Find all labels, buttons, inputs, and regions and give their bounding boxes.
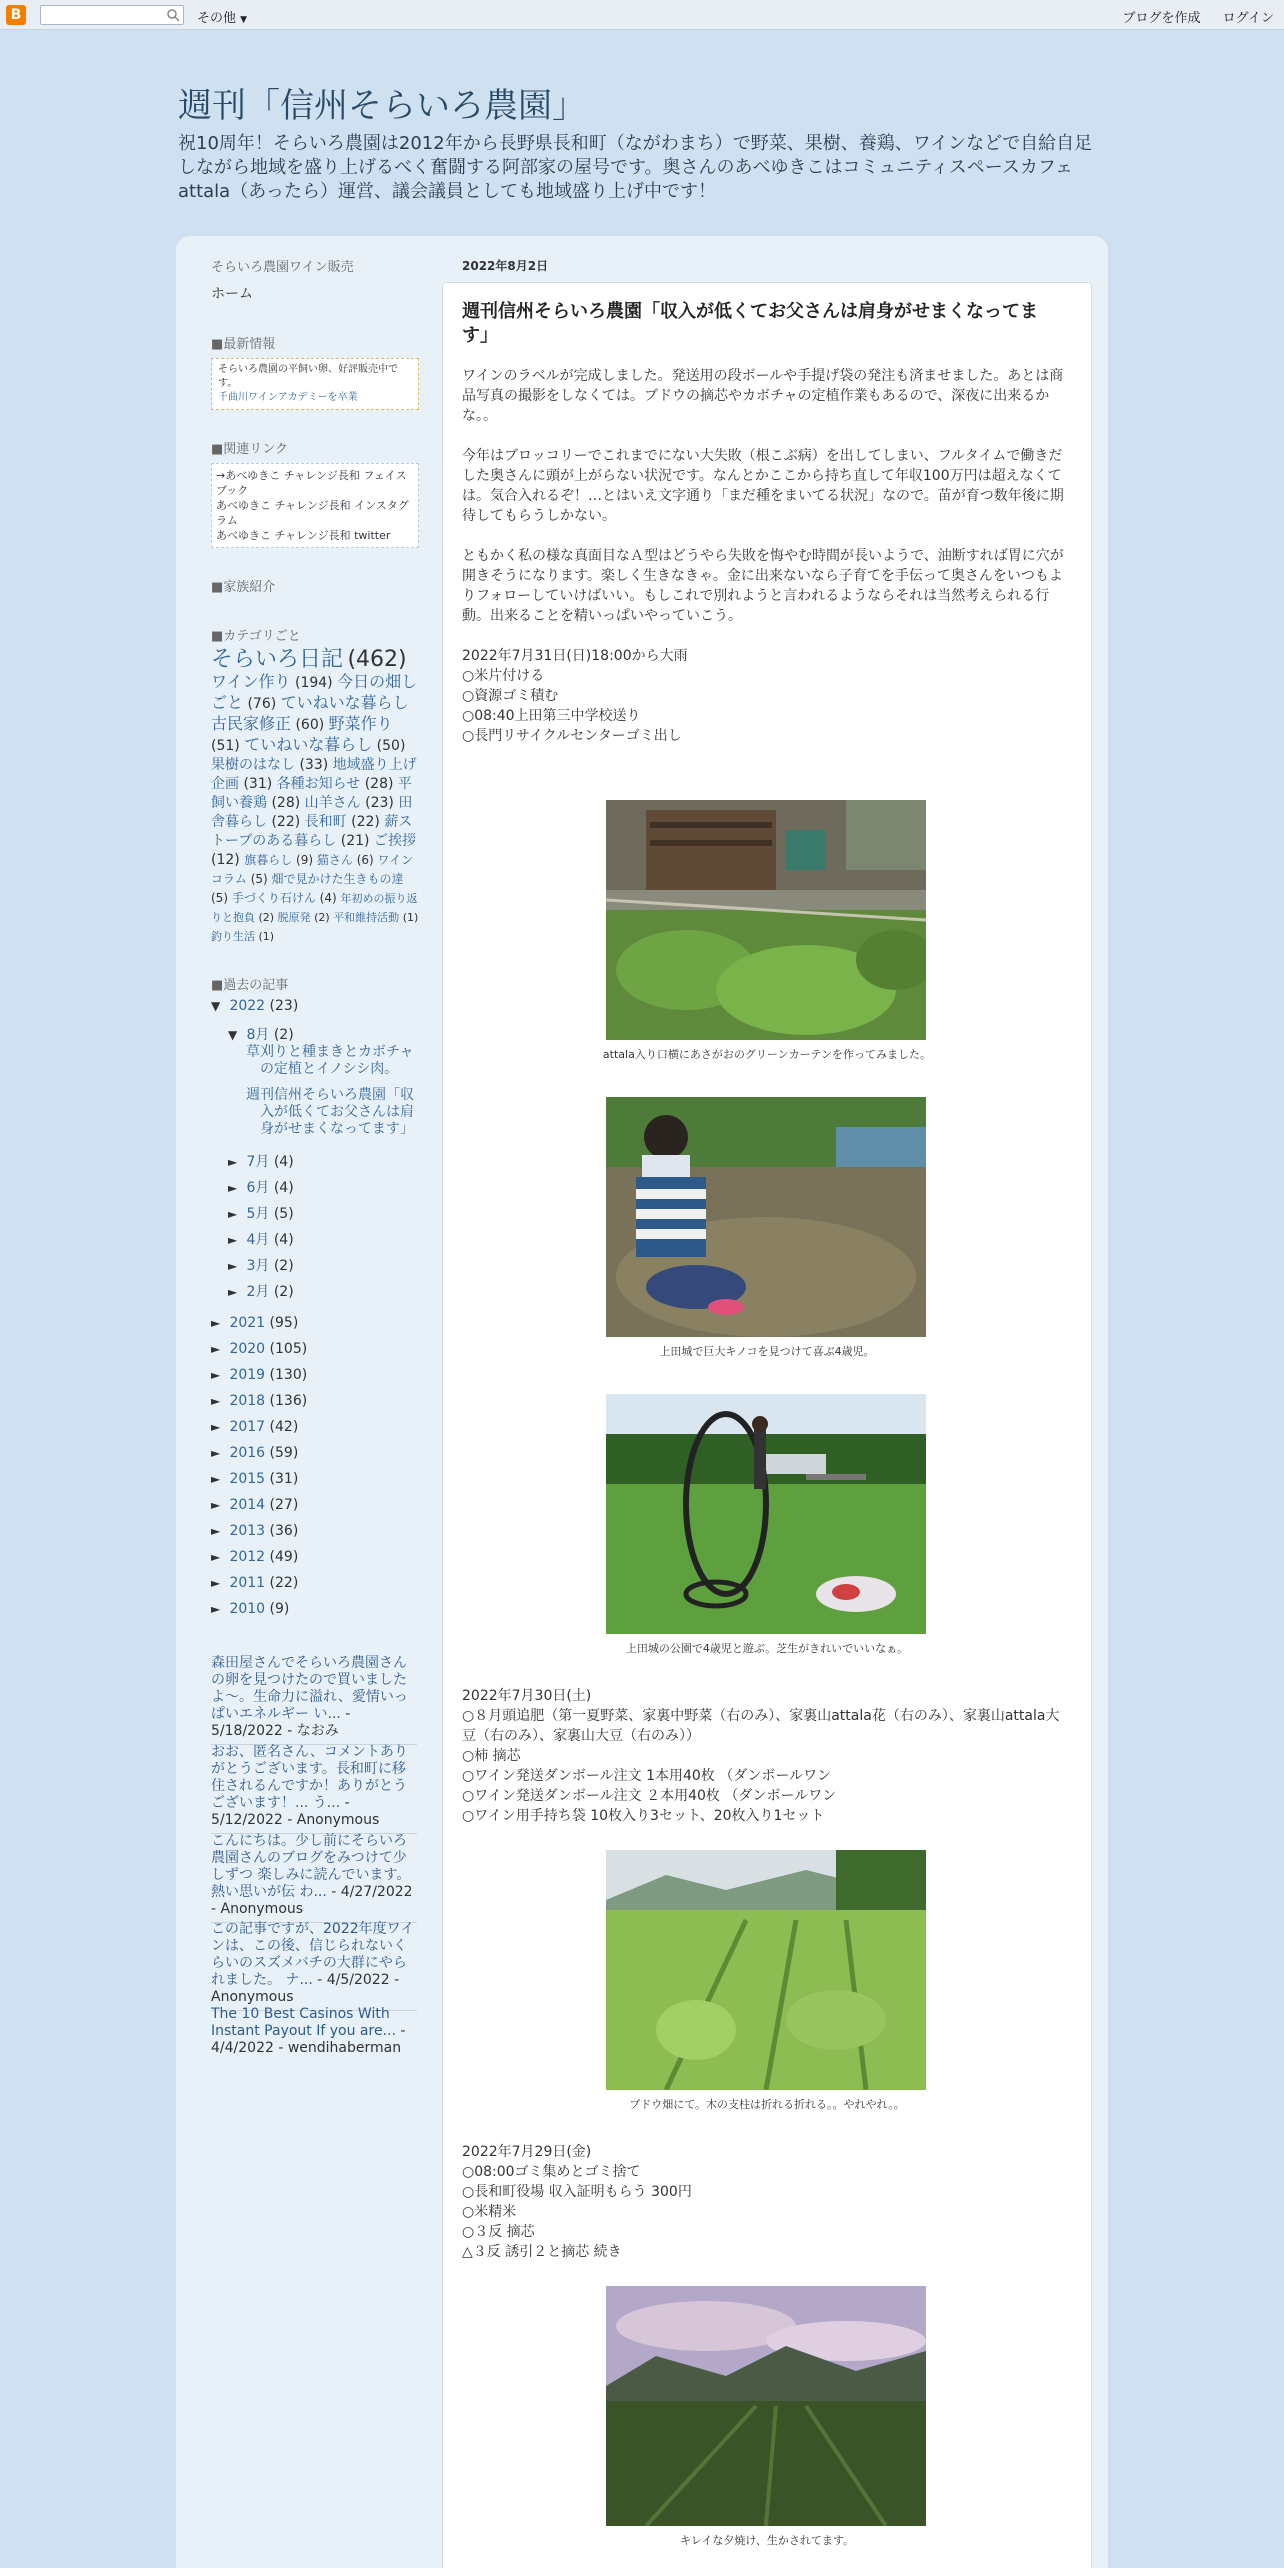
home-link[interactable]: ホーム xyxy=(211,286,253,302)
label-link[interactable]: ご挨拶 xyxy=(373,833,416,849)
twitter-link[interactable]: あべゆきこ チャレンジ長和 twitter xyxy=(216,529,391,542)
archive-year-label[interactable]: 2014 xyxy=(229,1497,266,1513)
post-photo[interactable] xyxy=(606,1097,926,1337)
archive-month[interactable] xyxy=(228,1281,294,1301)
recent-comment xyxy=(211,1833,417,1923)
expand-toggle-icon[interactable]: ► xyxy=(211,1602,221,1616)
archive-count: (136) xyxy=(269,1393,308,1409)
label-link[interactable]: 釣り生活 xyxy=(211,930,255,943)
expand-toggle-icon[interactable]: ► xyxy=(211,1446,221,1460)
archive-year-label[interactable]: 2011 xyxy=(229,1575,266,1591)
archive-heading: ■過去の記事 xyxy=(211,978,289,993)
archive-month-label[interactable]: 8月 xyxy=(246,1027,270,1043)
blog-description: 祝10周年！そらいろ農園は2012年から長野県長和町（ながわまち）で野菜、果樹、養鶏、ワインなどで自給自足しながら地域を盛り上げるべく奮闘する阿部家の屋号です。奥さんのあべゆきこはコミュニティスペースカフェattala（あったら）運営、議会議員としても地域盛り上げ中です！ xyxy=(178,133,1093,202)
label-link[interactable]: 田舎暮らし xyxy=(211,795,413,830)
archive-count: (5) xyxy=(273,1206,294,1222)
expand-toggle-icon[interactable]: ► xyxy=(211,1316,221,1330)
facebook-link[interactable]: →あべゆきこ チャレンジ長和 フェイスブック xyxy=(216,469,407,497)
archive-count: (130) xyxy=(269,1367,308,1383)
archive-month-label[interactable]: 7月 xyxy=(246,1154,270,1170)
archive-year[interactable] xyxy=(211,1445,298,1461)
archive-count: (95) xyxy=(269,1315,299,1331)
label-link[interactable]: ていねいな暮らし xyxy=(244,735,373,754)
archive-month-label[interactable]: 3月 xyxy=(246,1258,270,1274)
archive-month[interactable] xyxy=(228,1177,294,1197)
archive-month[interactable] xyxy=(228,1229,294,1249)
blog-title[interactable]: 週刊「信州そらいろ農園」 xyxy=(178,86,586,126)
archive-year[interactable] xyxy=(211,1549,298,1565)
more-menu[interactable] xyxy=(197,7,247,26)
news-heading: ■最新情報 xyxy=(211,337,276,352)
post-photo[interactable] xyxy=(606,1394,926,1634)
comment-meta: - 4/4/2022 - wendihaberman xyxy=(211,2023,406,2056)
label-count: (1) xyxy=(258,930,275,943)
archive-year-label[interactable]: 2022 xyxy=(229,998,266,1014)
archive-year[interactable] xyxy=(211,1471,298,1487)
label-link[interactable]: 手づくり石けん xyxy=(231,891,316,905)
archive-year[interactable] xyxy=(211,1315,298,1331)
label-count: (28) xyxy=(364,776,394,792)
daily-log: 2022年7月30日(土) ○８月頭追肥（第一夏野菜、家裏中野菜（右のみ）、家裏山attala花（右のみ）、家裏山attala大豆（右のみ）、家裏山大豆（右のみ）） ○柿 摘芯 ○ワイン発送ダンボール注文 1本用40枚 （ダンボールワン ○ワイン発送ダンボール注文 ２本用40枚 （ダンボールワン ○ワイン用手持ち袋 10枚入り3セット、20枚入り1セット xyxy=(462,1688,1060,1824)
archive-year-label[interactable]: 2013 xyxy=(229,1523,266,1539)
post-paragraph: 今年はブロッコリーでこれまでにない大失敗（根こぶ病）を出してしまい、フルタイムで働きだした奥さんに頭が上がらない状況です。なんとかここから持ち直して年収100万円は超えなくては。気合入れるぞ！…とはいえ文字通り「まだ種をまいてる状況」なので。苗が育つ数年後に期待してもらうしかない。 xyxy=(462,448,1064,524)
daily-log: 2022年7月29日(金) ○08:00ゴミ集めとゴミ捨て ○長和町役場 収入証明もらう 300円 ○米精米 ○３反 摘芯 △３反 誘引２と摘芯 続き xyxy=(462,2144,692,2260)
label-count: (4) xyxy=(319,891,337,905)
archive-year[interactable] xyxy=(211,1601,289,1617)
label-count: (22) xyxy=(271,814,301,830)
label-count: (60) xyxy=(295,717,325,733)
related-links-heading: ■関連リンク xyxy=(211,442,289,457)
archive-count: (4) xyxy=(273,1180,294,1196)
label-count: (194) xyxy=(294,675,333,691)
comment-link[interactable]: おお、匿名さん、コメントありがとうございます。長和町に移住されるんですか！ありがとうございます！... う... xyxy=(211,1744,408,1811)
wine-shop-heading: そらいろ農園ワイン販売 xyxy=(211,260,354,275)
archive-year[interactable] xyxy=(211,1367,307,1383)
archive-count: (9) xyxy=(269,1601,290,1617)
archive-year-label[interactable]: 2010 xyxy=(229,1601,266,1617)
archive-year-label[interactable]: 2018 xyxy=(229,1393,266,1409)
label-count: (5) xyxy=(211,891,228,905)
label-count: (51) xyxy=(211,738,240,754)
expand-toggle-icon[interactable]: ► xyxy=(211,1576,221,1590)
post-photo[interactable] xyxy=(606,1850,926,2090)
login-link[interactable]: ログイン xyxy=(1222,11,1274,26)
archive-post-link[interactable] xyxy=(246,1044,416,1078)
photo-caption: 上田城の公園で4歳児と遊ぶ。芝生がきれいでいいなぁ。 xyxy=(625,1642,909,1655)
expand-toggle-icon[interactable]: ► xyxy=(211,1472,221,1486)
archive-year-label[interactable]: 2012 xyxy=(229,1549,266,1565)
sidebar xyxy=(211,256,419,946)
post-photo[interactable] xyxy=(606,800,926,1040)
label-count: (2) xyxy=(314,911,330,924)
recent-comment xyxy=(211,2006,417,2061)
label-link[interactable]: ワインコラム xyxy=(211,853,414,886)
label-count: (21) xyxy=(340,833,370,849)
expand-toggle-icon[interactable]: ► xyxy=(228,1285,238,1299)
archive-count: (22) xyxy=(269,1575,299,1591)
categories-heading: ■カテゴリごと xyxy=(211,629,301,644)
archive-count: (2) xyxy=(273,1258,294,1274)
post-title[interactable]: 週刊信州そらいろ農園「収入が低くてお父さんは肩身がせまくなってます」 xyxy=(462,301,1038,346)
archive-month-label[interactable]: 2月 xyxy=(246,1284,270,1300)
label-link[interactable]: 今日の畑しごと xyxy=(211,672,418,712)
archive-year-label[interactable]: 2021 xyxy=(229,1315,266,1331)
archive-count: (49) xyxy=(269,1549,299,1565)
comment-link[interactable]: The 10 Best Casinos With Instant Payout If you are... xyxy=(211,2006,396,2039)
post-paragraph: ワインのラベルが完成しました。発送用の段ボールや手提げ袋の発注も済ませました。あとは商品写真の撮影をしなくては。ブドウの摘芯やカボチャの定植作業もあるので、深夜に出来るかな。。 xyxy=(462,368,1064,424)
expand-toggle-icon[interactable]: ► xyxy=(228,1181,238,1195)
news-box xyxy=(211,358,419,410)
expand-toggle-icon[interactable]: ► xyxy=(228,1155,238,1169)
recent-comment xyxy=(211,1921,417,2011)
label-link[interactable]: 薪ストーブのある暮らし xyxy=(211,814,413,849)
blogger-logo-icon[interactable]: B xyxy=(6,5,26,25)
archive-count: (59) xyxy=(269,1445,299,1461)
archive-month-aug[interactable] xyxy=(228,1024,294,1044)
archive-count: (27) xyxy=(269,1497,299,1513)
post-photo[interactable] xyxy=(606,2286,926,2526)
label-link[interactable]: 旗暮らし xyxy=(244,853,293,867)
label-count: (23) xyxy=(365,795,394,811)
comment-meta: - 5/18/2022 - なおみ xyxy=(211,1706,351,1739)
expand-toggle-icon[interactable]: ► xyxy=(211,1368,221,1382)
archive-year-label[interactable]: 2020 xyxy=(229,1341,266,1357)
label-link[interactable]: 果樹のはなし xyxy=(211,757,295,773)
post-date: 2022年8月2日 xyxy=(462,259,549,273)
label-count: (9) xyxy=(296,853,314,867)
expand-toggle-icon[interactable]: ► xyxy=(211,1342,221,1356)
archive-year-label[interactable]: 2019 xyxy=(229,1367,266,1383)
label-link[interactable]: 畑で見かけた生きもの達 xyxy=(271,872,404,886)
family-heading: ■家族紹介 xyxy=(211,580,276,595)
archive-month-label[interactable]: 5月 xyxy=(246,1206,270,1222)
related-links-box xyxy=(211,463,419,548)
comment-link[interactable]: 森田屋さんでそらいろ農園さんの卵を見つけたので買いましたよ～。生命力に溢れ、愛情いっぱいエネルギー い... xyxy=(211,1655,408,1722)
label-cloud xyxy=(211,647,419,946)
photo-caption: 上田城で巨大キノコを見つけて喜ぶ4歳児。 xyxy=(659,1345,875,1358)
expand-toggle-icon[interactable]: ► xyxy=(228,1233,238,1247)
expand-toggle-icon[interactable]: ▼ xyxy=(228,1028,238,1042)
search-icon[interactable] xyxy=(166,8,180,22)
archive-year-label[interactable]: 2015 xyxy=(229,1471,266,1487)
archive-year[interactable] xyxy=(211,1523,298,1539)
archive-post-link[interactable] xyxy=(246,1087,416,1138)
archive-year-2022[interactable] xyxy=(211,998,298,1014)
label-count: (462) xyxy=(347,647,407,672)
archive-year[interactable] xyxy=(211,1393,307,1409)
label-count: (2) xyxy=(258,911,275,924)
expand-toggle-icon[interactable]: ► xyxy=(211,1394,221,1408)
label-link[interactable]: ていねいな暮らし 古民家修正 xyxy=(211,693,409,733)
label-count: (28) xyxy=(271,795,301,811)
photo-caption: attala入り口横にあさがおのグリーンカーテンを作ってみました。 xyxy=(602,1048,932,1061)
comment-meta: - 4/5/2022 - Anonymous xyxy=(211,1972,400,2005)
instagram-link[interactable]: あべゆきこ チャレンジ長和 インスタグラム xyxy=(216,499,409,527)
label-count: (22) xyxy=(351,814,380,830)
archive-month[interactable] xyxy=(228,1151,294,1171)
label-count: (1) xyxy=(402,911,419,924)
archive-year[interactable] xyxy=(211,1497,298,1513)
archive-month[interactable] xyxy=(228,1255,294,1275)
label-link[interactable]: 平和維持活動 xyxy=(333,911,400,924)
label-link[interactable]: ワイン作り xyxy=(211,672,291,691)
expand-toggle-icon[interactable]: ► xyxy=(211,1498,221,1512)
photo-caption: キレイな夕焼け、生かされてます。 xyxy=(679,2534,855,2547)
search-input[interactable] xyxy=(40,5,184,25)
archive-count: (31) xyxy=(269,1471,299,1487)
archive-year[interactable] xyxy=(211,1341,307,1357)
label-link[interactable]: 年初めの振り返りと抱負 xyxy=(211,892,418,924)
archive-count: (42) xyxy=(269,1419,299,1435)
archive-count: (2) xyxy=(273,1284,294,1300)
comment-link[interactable]: この記事ですが、2022年度ワインは、この後、信じられないくらいのスズメバチの大群にやられました。 ナ... xyxy=(211,1921,415,1988)
label-count: (31) xyxy=(243,776,273,792)
archive-count: (4) xyxy=(273,1232,294,1248)
archive-count: (36) xyxy=(269,1523,299,1539)
label-link[interactable]: 平飼い養鶏 xyxy=(211,776,412,811)
archive-count: (105) xyxy=(269,1341,308,1357)
archive-count: (4) xyxy=(273,1154,294,1170)
label-count: (6) xyxy=(356,853,374,867)
photo-caption: ブドウ畑にて。木の支柱は折れる折れる。。やれやれ。。 xyxy=(629,2098,905,2111)
label-count: (76) xyxy=(247,696,277,712)
archive-year-label[interactable]: 2016 xyxy=(229,1445,266,1461)
label-count: (12) xyxy=(211,852,240,868)
expand-toggle-icon[interactable]: ► xyxy=(211,1524,221,1538)
label-count: (5) xyxy=(250,872,268,886)
more-label: その他 xyxy=(197,11,237,26)
archive-count: (2) xyxy=(273,1027,294,1043)
comment-meta: - 5/12/2022 - Anonymous xyxy=(211,1795,380,1828)
daily-log: 2022年7月31日(日)18:00から大雨 ○米片付ける ○資源ゴミ積む ○08:40上田第三中学校送り ○長門リサイクルセンターゴミ出し xyxy=(462,648,688,744)
comment-meta: - 4/27/2022 - Anonymous xyxy=(211,1884,413,1917)
expand-toggle-icon[interactable]: ► xyxy=(211,1420,221,1434)
archive-year[interactable] xyxy=(211,1419,298,1435)
label-count: (33) xyxy=(299,757,329,773)
label-link[interactable]: 山羊さん xyxy=(304,795,361,811)
expand-toggle-icon[interactable]: ► xyxy=(228,1259,238,1273)
label-link[interactable]: 猫さん xyxy=(316,853,353,867)
comment-link[interactable]: こんにちは。少し前にそらいろ農園さんのブログをみつけて少しずつ 楽しみに読んでいます。熱い思いが伝 わ... xyxy=(211,1833,411,1900)
archive-month[interactable] xyxy=(228,1203,294,1223)
label-count: (50) xyxy=(376,738,406,754)
create-blog-link[interactable]: ブログを作成 xyxy=(1122,11,1201,26)
archive-year-label[interactable]: 2017 xyxy=(229,1419,266,1435)
label-link[interactable]: 地域盛り上げ企画 xyxy=(211,757,417,792)
archive-year[interactable] xyxy=(211,1575,298,1591)
recent-comment xyxy=(211,1744,417,1834)
archive-month-label[interactable]: 4月 xyxy=(246,1232,270,1248)
archive-count: (23) xyxy=(269,998,299,1014)
chevron-down-icon: ▼ xyxy=(240,15,248,25)
archive-post-title[interactable]: 草刈りと種まきとカボチャの定植とイノシシ肉。 xyxy=(246,1044,414,1077)
label-link[interactable]: 脱原発 xyxy=(277,911,311,924)
label-link[interactable]: 長和町 xyxy=(304,814,347,830)
recent-comment xyxy=(211,1655,417,1745)
archive-month-label[interactable]: 6月 xyxy=(246,1180,270,1196)
archive-post-title[interactable]: 週刊信州そらいろ農園「収入が低くてお父さんは肩身がせまくなってます」 xyxy=(246,1087,414,1137)
label-link[interactable]: そらいろ日記 xyxy=(211,647,344,672)
post-paragraph: ともかく私の様な真面目なＡ型はどうやら失敗を悔やむ時間が長いようで、油断すれば胃に穴が開きそうになります。楽しく生きなきゃ。金に出来ないなら子育てを手伝って奥さんをいつもよりフォローしていけばいい。もしこれで別れようと言われるようならそれは当然考えられる行動。出来ることを精いっぱいやっていこう。 xyxy=(462,548,1064,624)
news-item[interactable]: 千曲川ワインアカデミーを卒業 xyxy=(218,392,358,403)
expand-toggle-icon[interactable]: ▼ xyxy=(211,999,221,1013)
expand-toggle-icon[interactable]: ► xyxy=(228,1207,238,1221)
label-link[interactable]: 各種お知らせ xyxy=(276,776,361,792)
expand-toggle-icon[interactable]: ► xyxy=(211,1550,221,1564)
label-link[interactable]: 野菜作り xyxy=(328,714,393,733)
news-item: そらいろ農園の平飼い卵、好評販売中です。 xyxy=(218,364,398,389)
blogger-navbar xyxy=(0,0,1284,30)
